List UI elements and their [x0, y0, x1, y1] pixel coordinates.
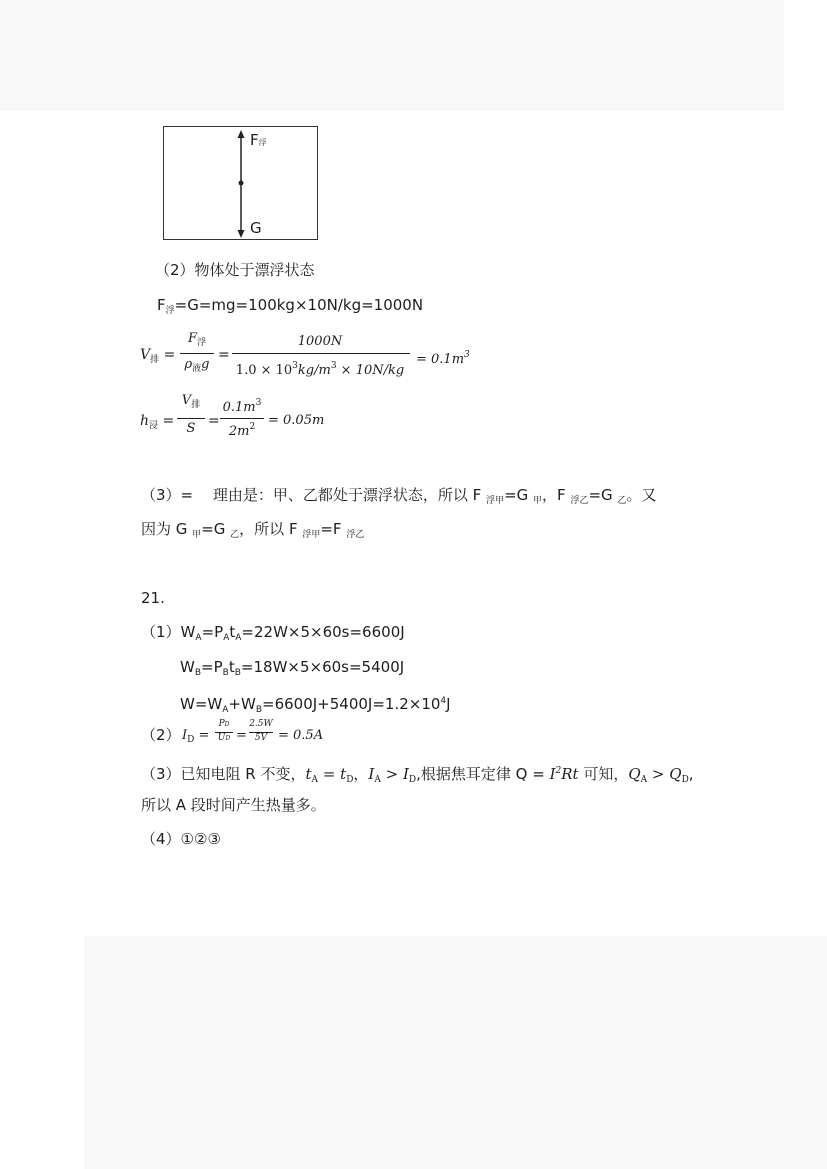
q21-part3-line2: 所以 A 段时间产生热量多。: [141, 796, 326, 814]
frac1-denominator: $\rho_液g$: [184, 357, 210, 374]
depth-result: = 0.05m: [268, 413, 325, 428]
h-immersed-symbol: $h_浸$ =: [140, 413, 175, 431]
force-diagram-svg: [163, 126, 318, 240]
frac5-numerator: PD: [218, 719, 230, 729]
q21-part4: （4）①②③: [141, 830, 221, 848]
frac4-denominator: $2m^2$: [228, 422, 256, 439]
q21-part1-wa: $(1)W_A=P_At_A=22W\times 5\times 60s=6600J$: [141, 623, 405, 643]
q21-part1-wb: $W_B=P_Bt_B=18W\times 5\times 60s=5400J$: [180, 658, 405, 678]
frac5-denominator: UD: [217, 733, 231, 743]
part3-line1: （3）= 理由是：甲、乙都处于漂浮状态，所以 F $_{浮甲}$=G $_甲$，F $_{浮乙}$=G $_乙$。又: [141, 486, 657, 506]
equals-sign-2: =: [208, 413, 220, 429]
frac6-numerator: 2.5W: [249, 719, 273, 729]
part3-line2: 因为 G $_甲$=G $_乙$，所以 F $_{浮甲}$=F $_{浮乙}$: [141, 520, 365, 540]
frac4-numerator: $0.1m^3$: [222, 398, 262, 415]
question-number: 21.: [141, 589, 165, 607]
top-gray-band: [0, 0, 784, 111]
equals-sign-3: =: [236, 728, 247, 743]
frac1-numerator: $F_浮$: [187, 331, 207, 348]
frac1-bar: [180, 353, 214, 354]
center-point: [239, 181, 244, 186]
q21-part2-prefix: （2）: [141, 726, 181, 744]
frac4-bar: [220, 418, 264, 419]
frac3-numerator: $V_排$: [181, 393, 201, 410]
label-g-gravity: G: [250, 219, 262, 237]
label-f-buoyancy: F浮: [250, 131, 267, 149]
v-displaced-symbol: $V_排$ =: [140, 347, 176, 365]
arrow-down-icon: [238, 230, 245, 238]
current-result: = 0.5A: [278, 728, 324, 743]
frac2-denominator: $1.0 \times 10^3kg/m^3 \times 10N/kg$: [235, 361, 405, 378]
frac6-denominator: 5V: [254, 733, 268, 743]
q21-part1-total: $W=W_A+W_B=6600J+5400J=1.2\times 10^4J$: [180, 695, 451, 715]
frac2-bar: [232, 353, 410, 354]
part2-heading: （2）物体处于漂浮状态: [155, 261, 315, 279]
force-diagram: [163, 126, 318, 240]
volume-result: = $0.1m^3$: [416, 350, 470, 367]
bottom-gray-band: [84, 936, 827, 1169]
frac3-bar: [177, 418, 205, 419]
frac2-numerator: 1000N: [297, 334, 343, 349]
q21-part3-line1: （3）已知电阻 R 不变，$t_A = t_D$，$I_A > I_D$,根据焦耳定律 $Q = I^2Rt$ 可知，$Q_A > Q_D$,: [141, 765, 694, 785]
frac3-denominator: S: [186, 421, 196, 436]
current-symbol: $I_D$ =: [182, 728, 210, 745]
equals-sign: =: [218, 347, 230, 363]
arrow-up-icon: [238, 130, 245, 138]
part2-eq-buoyancy: $F_浮=G=mg=100kg\times 10N/kg=1000N$: [157, 296, 424, 316]
